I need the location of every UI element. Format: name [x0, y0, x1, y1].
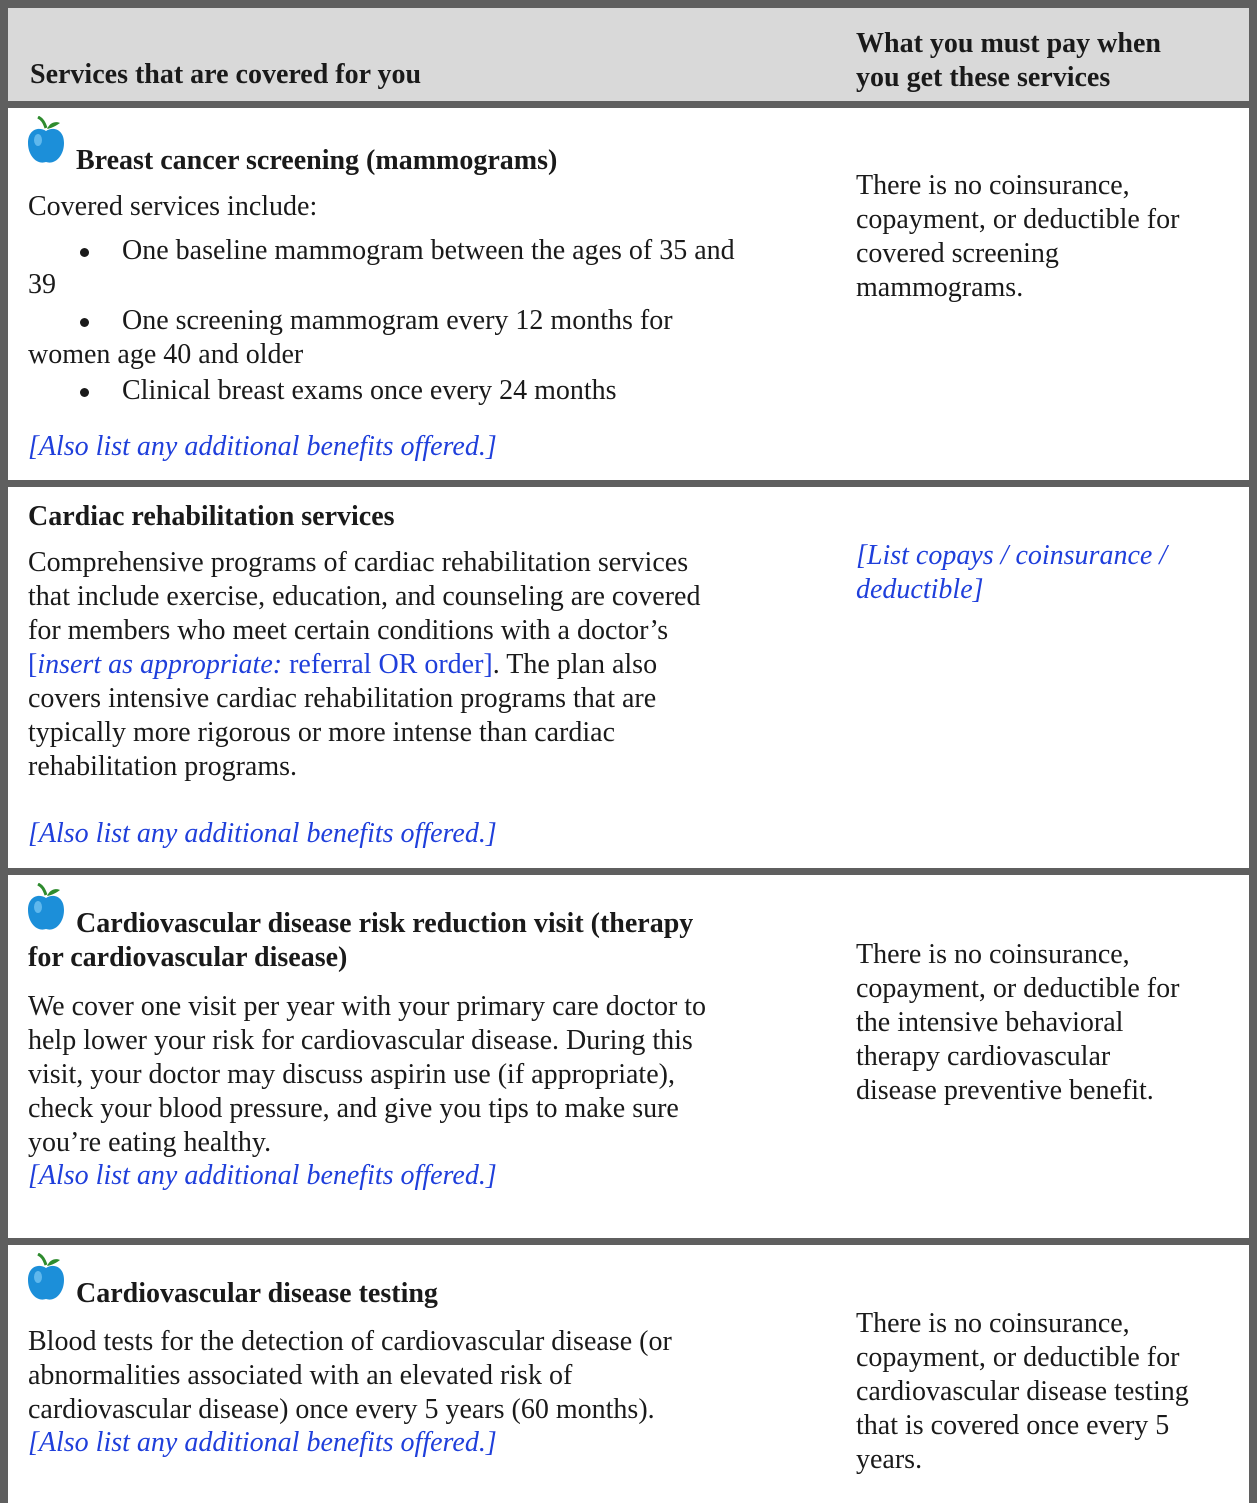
body-line: help lower your risk for cardiovascular disease. During this: [28, 1025, 693, 1056]
table-row-cv-testing: [8, 1245, 1249, 1503]
table-row-cardiac-rehab: [8, 487, 1249, 868]
cost-line: cardiovascular disease testing: [856, 1376, 1189, 1407]
cost-line: that is covered once every 5: [856, 1410, 1170, 1441]
apple-icon: [26, 1253, 66, 1303]
apple-icon: [26, 883, 66, 933]
service-body: [28, 1325, 672, 1427]
cost-line: There is no coinsurance,: [856, 939, 1130, 970]
header-payment-line1: What you must pay when: [856, 28, 1161, 59]
body-line: Comprehensive programs of cardiac rehabilitation services: [28, 547, 689, 578]
body-line: cardiovascular disease) once every 5 years (60 months).: [28, 1394, 655, 1425]
header-services-label: Services that are covered for you: [30, 59, 422, 90]
body-line: We cover one visit per year with your primary care doctor to: [28, 991, 707, 1022]
body-line: for members who meet certain conditions with a doctor’s: [28, 615, 669, 646]
cost-line: disease preventive benefit.: [856, 1075, 1154, 1106]
service-intro: Covered services include:: [28, 191, 318, 222]
bullet-text-cont: women age 40 and older: [28, 339, 304, 370]
row-divider: [8, 101, 1249, 108]
cost-line: copayment, or deductible for: [856, 973, 1180, 1004]
cost-line: There is no coinsurance,: [856, 1308, 1130, 1339]
apple-icon: [26, 116, 66, 166]
bullet-icon: [80, 248, 89, 257]
service-body: [28, 546, 700, 784]
row-divider: [8, 480, 1249, 487]
body-line: Blood tests for the detection of cardiovascular disease (or: [28, 1326, 672, 1357]
additional-benefits-note: [Also list any additional benefits offered.]: [28, 1160, 497, 1191]
cost-text: [856, 938, 1241, 1108]
cost-line: copayment, or deductible for: [856, 204, 1180, 235]
body-tail: . The plan also: [492, 649, 658, 680]
bullet-text: One baseline mammogram between the ages of 35 and: [122, 235, 735, 266]
header-payment-label: [856, 27, 1161, 95]
additional-benefits-note: [Also list any additional benefits offered.]: [28, 1427, 497, 1458]
body-line: typically more rigorous or more intense than cardiac: [28, 717, 616, 748]
cost-line: There is no coinsurance,: [856, 170, 1130, 201]
row-divider: [8, 1238, 1249, 1245]
additional-benefits-note: [Also list any additional benefits offered.]: [28, 818, 497, 849]
body-line: abnormalities associated with an elevated risk of: [28, 1360, 573, 1391]
service-title: Cardiac rehabilitation services: [28, 501, 395, 532]
insert-options: referral OR order]: [282, 649, 493, 680]
body-line: visit, your doctor may discuss aspirin use (if appropriate),: [28, 1059, 675, 1090]
body-line: rehabilitation programs.: [28, 751, 298, 782]
additional-benefits-note: [Also list any additional benefits offered.]: [28, 431, 497, 462]
bullet-text: One screening mammogram every 12 months for: [122, 305, 673, 336]
bullet-icon: [80, 388, 89, 397]
table-header: [8, 8, 1249, 101]
cost-line: deductible]: [856, 574, 984, 605]
cost-line: therapy cardiovascular: [856, 1041, 1111, 1072]
body-line: check your blood pressure, and give you tips to make sure: [28, 1093, 679, 1124]
body-line: covers intensive cardiac rehabilitation programs that are: [28, 683, 657, 714]
body-line: you’re eating healthy.: [28, 1127, 272, 1158]
cost-line: the intensive behavioral: [856, 1007, 1124, 1038]
cost-line: covered screening: [856, 238, 1059, 269]
bullet-text-cont: 39: [28, 269, 56, 300]
bullet-text: Clinical breast exams once every 24 months: [122, 375, 617, 406]
cost-text: [856, 539, 1241, 607]
service-body: [28, 990, 706, 1160]
body-line: [28, 648, 700, 682]
cost-line: copayment, or deductible for: [856, 1342, 1180, 1373]
row-divider: [8, 868, 1249, 875]
insert-bracket: [: [28, 649, 38, 680]
table-row-breast-cancer: [8, 108, 1249, 480]
table-row-cv-risk-reduction: [8, 875, 1249, 1238]
service-title: Cardiovascular disease testing: [76, 1278, 438, 1309]
cost-line: [List copays / coinsurance /: [856, 540, 1168, 571]
body-line: that include exercise, education, and counseling are covered: [28, 581, 701, 612]
cost-text: [856, 169, 1241, 305]
bullet-icon: [80, 318, 89, 327]
service-title-cont: for cardiovascular disease): [28, 942, 348, 973]
insert-instruction: insert as appropriate:: [37, 649, 283, 680]
cost-text: [856, 1307, 1241, 1477]
header-payment-line2: you get these services: [856, 62, 1111, 93]
cost-line: years.: [856, 1444, 923, 1475]
cost-line: mammograms.: [856, 272, 1024, 303]
service-title: Breast cancer screening (mammograms): [76, 145, 558, 176]
service-title: Cardiovascular disease risk reduction visit (therapy: [76, 908, 694, 939]
